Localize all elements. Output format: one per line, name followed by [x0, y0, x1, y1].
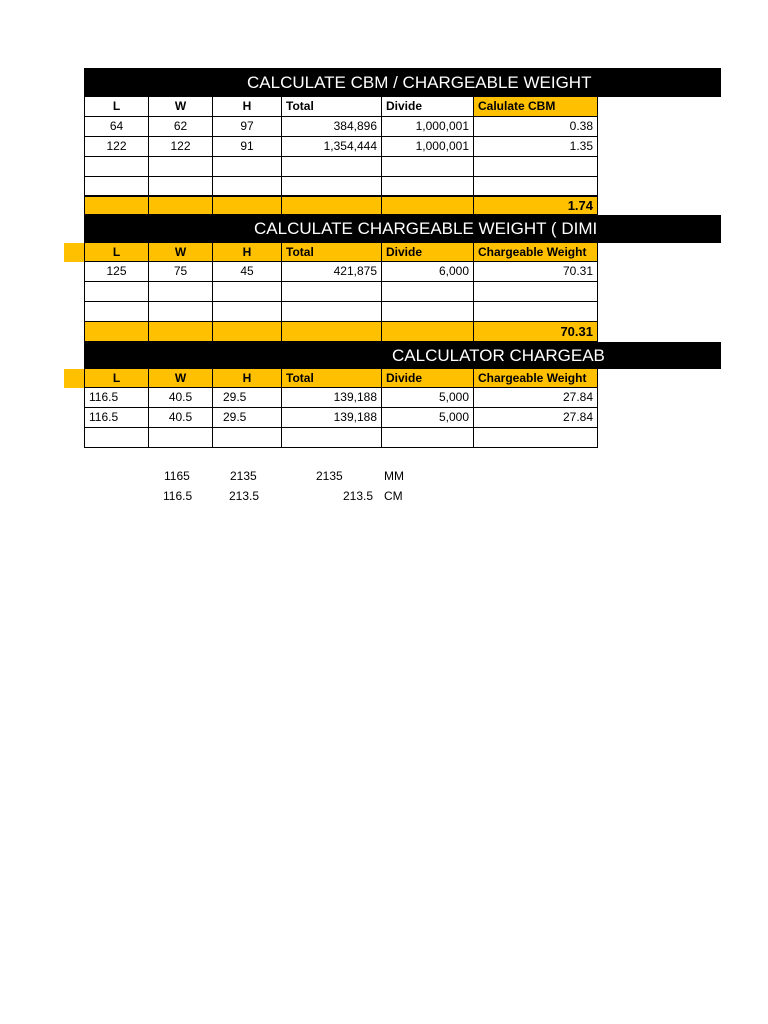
table2-title-bar	[84, 215, 721, 243]
table2-cell[interactable]	[213, 302, 282, 322]
table2-cell[interactable]	[474, 302, 598, 322]
table3-cell[interactable]: 116.5	[85, 408, 149, 428]
table3-header-total: Total	[282, 369, 382, 388]
table3-header-h: H	[213, 369, 282, 388]
table1-total-cell[interactable]	[382, 197, 474, 215]
table1-header-total: Total	[282, 97, 382, 117]
table1-cell[interactable]	[474, 177, 598, 197]
table1-header-w: W	[149, 97, 213, 117]
table2-cell[interactable]: 75	[149, 262, 213, 282]
table2-cell[interactable]	[382, 302, 474, 322]
note-value[interactable]: 213.5	[229, 489, 260, 503]
table2-header-l: L	[85, 243, 149, 262]
table1-cell[interactable]	[282, 177, 382, 197]
table2-header-chargeable: Chargeable Weight	[474, 243, 598, 262]
table3-cell[interactable]	[474, 428, 598, 448]
table1-cell[interactable]: 91	[213, 137, 282, 157]
table2-cell[interactable]	[149, 282, 213, 302]
table3-header-l: L	[85, 369, 149, 388]
table1-cell[interactable]: 0.38	[474, 117, 598, 137]
table1-total-cell[interactable]	[213, 197, 282, 215]
table3-cell[interactable]: 29.5	[213, 388, 282, 408]
table1-cell[interactable]: 97	[213, 117, 282, 137]
table3-cell[interactable]	[85, 428, 149, 448]
table3-cell[interactable]: 40.5	[149, 408, 213, 428]
table2-header-divide: Divide	[382, 243, 474, 262]
table3-cell[interactable]	[149, 428, 213, 448]
table1-cell[interactable]: 1.35	[474, 137, 598, 157]
table1-cell[interactable]: 1,000,001	[382, 137, 474, 157]
table2-cell[interactable]	[213, 282, 282, 302]
table2-cell[interactable]	[149, 302, 213, 322]
table2-cell[interactable]: 421,875	[282, 262, 382, 282]
table2-total-cell[interactable]	[85, 322, 149, 342]
table1-cell[interactable]	[213, 157, 282, 177]
table2-cell[interactable]: 125	[85, 262, 149, 282]
table3-cell[interactable]: 5,000	[382, 408, 474, 428]
table3-cell[interactable]: 139,188	[282, 388, 382, 408]
note-unit[interactable]: CM	[384, 489, 403, 503]
table1-cell[interactable]	[149, 177, 213, 197]
table1-cell[interactable]	[282, 157, 382, 177]
table1-cell[interactable]: 122	[149, 137, 213, 157]
table3-cell[interactable]: 27.84	[474, 408, 598, 428]
table2	[84, 243, 599, 342]
table2-cell[interactable]	[85, 302, 149, 322]
table1-total-value[interactable]: 1.74	[474, 197, 598, 215]
table3-title-bar	[84, 342, 721, 369]
note-value[interactable]: 213.5	[343, 489, 374, 503]
table3	[84, 369, 599, 448]
table3-cell[interactable]: 27.84	[474, 388, 598, 408]
table3-cell[interactable]	[282, 428, 382, 448]
table3-header-chargeable: Chargeable Weight	[474, 369, 598, 388]
table1-total-cell[interactable]	[85, 197, 149, 215]
note-value[interactable]: 1165	[164, 469, 190, 483]
table1-cell[interactable]: 62	[149, 117, 213, 137]
table2-cell[interactable]: 70.31	[474, 262, 598, 282]
table1-title-bar	[84, 68, 721, 97]
table1-title: CALCULATE CBM / CHARGEABLE WEIGHT	[247, 72, 592, 92]
table2-total-cell[interactable]	[213, 322, 282, 342]
table2-header-h: H	[213, 243, 282, 262]
note-value[interactable]: 2135	[230, 469, 257, 483]
table2-title: CALCULATE CHARGEABLE WEIGHT ( DIMI	[254, 219, 598, 238]
table2-cell[interactable]	[474, 282, 598, 302]
table2-cell[interactable]: 45	[213, 262, 282, 282]
table3-title: CALCULATOR CHARGEAB	[392, 345, 605, 365]
note-value[interactable]: 116.5	[163, 489, 193, 503]
table3-header-divide: Divide	[382, 369, 474, 388]
note-unit[interactable]: MM	[384, 469, 404, 483]
table2-total-cell[interactable]	[282, 322, 382, 342]
table2-header-total: Total	[282, 243, 382, 262]
table1-cell[interactable]	[149, 157, 213, 177]
table2-cell[interactable]: 6,000	[382, 262, 474, 282]
table2-header-w: W	[149, 243, 213, 262]
note-value[interactable]: 2135	[316, 469, 343, 483]
table2-total-cell[interactable]	[382, 322, 474, 342]
table3-cell[interactable]: 40.5	[149, 388, 213, 408]
table2-cell[interactable]	[282, 302, 382, 322]
table1-cell[interactable]	[382, 177, 474, 197]
table1-cell[interactable]	[213, 177, 282, 197]
table2-cell[interactable]	[85, 282, 149, 302]
table3-header-accent	[64, 369, 84, 388]
table2-total-value[interactable]: 70.31	[474, 322, 598, 342]
table3-header-w: W	[149, 369, 213, 388]
table3-cell[interactable]: 139,188	[282, 408, 382, 428]
table2-header-accent	[64, 243, 84, 262]
table1-total-cell[interactable]	[149, 197, 213, 215]
table1-total-cell[interactable]	[282, 197, 382, 215]
table2-total-cell[interactable]	[149, 322, 213, 342]
table3-cell[interactable]	[382, 428, 474, 448]
table1-cell[interactable]: 384,896	[282, 117, 382, 137]
table1-cell[interactable]	[474, 157, 598, 177]
table1-cell[interactable]: 1,354,444	[282, 137, 382, 157]
table1-cell[interactable]: 1,000,001	[382, 117, 474, 137]
table1-header-divide: Divide	[382, 97, 474, 117]
table2-cell[interactable]	[382, 282, 474, 302]
table1-header-h: H	[213, 97, 282, 117]
table3-cell[interactable]	[213, 428, 282, 448]
table1-header-cbm: Calulate CBM	[474, 97, 598, 117]
table1-cell[interactable]	[85, 157, 149, 177]
table1-cell[interactable]	[85, 177, 149, 197]
table3-cell[interactable]: 5,000	[382, 388, 474, 408]
table1	[84, 97, 599, 215]
table2-cell[interactable]	[282, 282, 382, 302]
table3-cell[interactable]: 29.5	[213, 408, 282, 428]
table1-cell[interactable]: 64	[85, 117, 149, 137]
table3-cell[interactable]: 116.5	[85, 388, 149, 408]
table1-cell[interactable]	[382, 157, 474, 177]
table1-header-l: L	[85, 97, 149, 117]
table1-cell[interactable]: 122	[85, 137, 149, 157]
